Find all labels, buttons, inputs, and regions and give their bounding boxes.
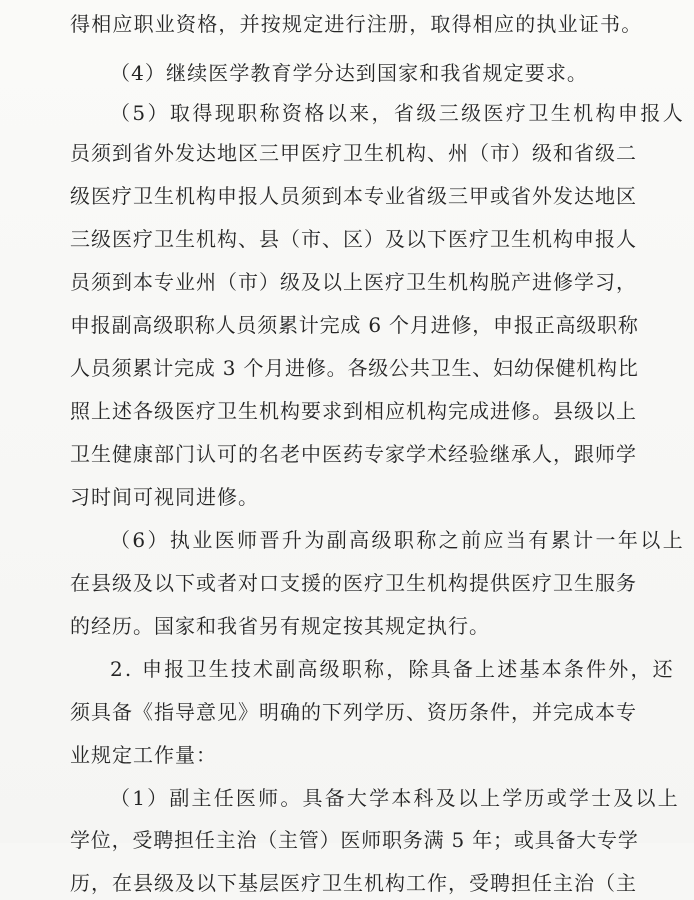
text-line-11: 卫生健康部门认可的名老中医药专家学术经验继承人，跟师学 bbox=[70, 442, 637, 466]
text-line-6: 三级医疗卫生机构、县（市、区）及以下医疗卫生机构申报人 bbox=[70, 227, 637, 251]
text-line-9: 人员须累计完成 3 个月进修。各级公共卫生、妇幼保健机构比 bbox=[70, 356, 639, 380]
text-line-3: （5）取得现职称资格以来，省级三级医疗卫生机构申报人 bbox=[110, 101, 686, 125]
text-line-19: （1）副主任医师。具备大学本科及以上学历或学士及以上 bbox=[110, 786, 680, 810]
text-line-2: （4）继续医学教育学分达到国家和我省规定要求。 bbox=[110, 61, 589, 85]
text-line-7: 员须到本专业州（市）级及以上医疗卫生机构脱产进修学习， bbox=[70, 270, 637, 294]
text-line-13: （6）执业医师晋升为副高级职称之前应当有累计一年以上 bbox=[110, 528, 686, 552]
text-line-1: 得相应职业资格，并按规定进行注册，取得相应的执业证书。 bbox=[70, 12, 643, 36]
text-line-15: 的经历。国家和我省另有规定按其规定执行。 bbox=[70, 614, 490, 638]
text-line-16: 2. 申报卫生技术副高级职称，除具备上述基本条件外，还 bbox=[110, 657, 675, 681]
text-line-20: 学位，受聘担任主治（主管）医师职务满 5 年；或具备大专学 bbox=[70, 828, 639, 852]
text-line-8: 申报副高级职称人员须累计完成 6 个月进修，申报正高级职称 bbox=[70, 313, 639, 337]
text-line-14: 在县级及以下或者对口支援的医疗卫生机构提供医疗卫生服务 bbox=[70, 571, 637, 595]
text-line-5: 级医疗卫生机构申报人员须到本专业省级三甲或省外发达地区 bbox=[70, 184, 637, 208]
text-line-21: 历，在县级及以下基层医疗卫生机构工作，受聘担任主治（主 bbox=[70, 871, 637, 895]
text-line-18: 业规定工作量： bbox=[70, 743, 217, 767]
text-line-4: 员须到省外发达地区三甲医疗卫生机构、州（市）级和省级二 bbox=[70, 141, 637, 165]
text-line-12: 习时间可视同进修。 bbox=[70, 485, 259, 509]
text-line-17: 须具备《指导意见》明确的下列学历、资历条件，并完成本专 bbox=[70, 700, 637, 724]
text-line-10: 照上述各级医疗卫生机构要求到相应机构完成进修。县级以上 bbox=[70, 399, 637, 423]
